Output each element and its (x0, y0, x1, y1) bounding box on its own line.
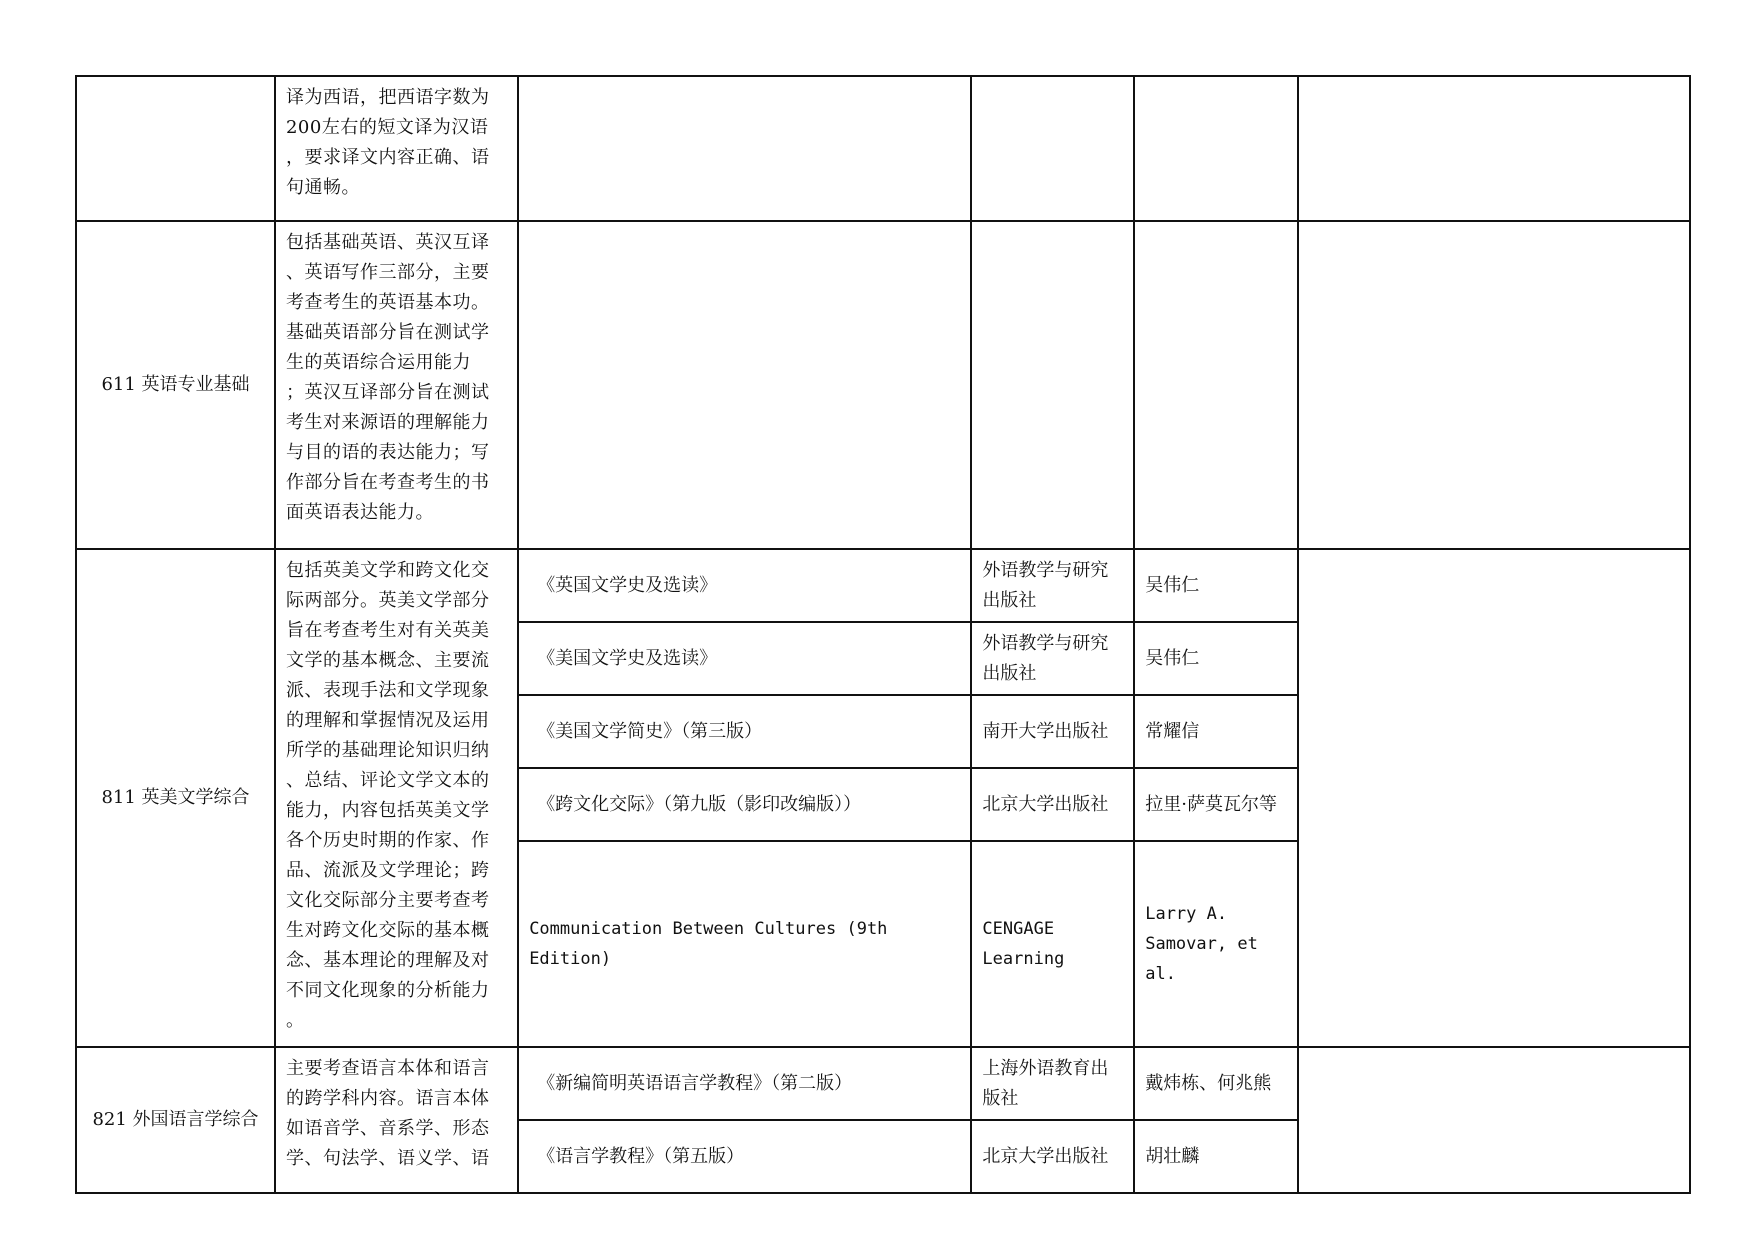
description-line: 的跨学科内容。语言本体 (285, 1088, 490, 1109)
description-line: 如语音学、音系学、形态 (285, 1118, 490, 1139)
description-line: 文化交际部分主要考查考 (285, 890, 490, 911)
book-title-cell: 《语言学教程》（第五版） (518, 1120, 971, 1193)
description-line: 学、句法学、语义学、语 (285, 1148, 490, 1169)
table-row (76, 76, 1690, 221)
author-cell: 吴伟仁 (1134, 549, 1298, 622)
remark-cell (1298, 76, 1690, 221)
description-line: 作部分旨在考查考生的书 (285, 472, 490, 493)
book-title-cell: 《美国文学简史》（第三版） (518, 695, 971, 768)
subject-cell: 821 外国语言学综合 (76, 1047, 275, 1193)
book-title-cell (518, 221, 971, 549)
description-line: 与目的语的表达能力；写 (285, 442, 490, 463)
book-title-cell: 《新编简明英语语言学教程》（第二版） (518, 1047, 971, 1120)
description-line: 不同文化现象的分析能力 (285, 980, 490, 1001)
description-line: 。 (285, 1010, 305, 1031)
book-title-cell: 《跨文化交际》（第九版（影印改编版）） (518, 768, 971, 841)
description-line: 品、流派及文学理论；跨 (285, 860, 490, 881)
description-line: 生的英语综合运用能力 (285, 352, 471, 373)
author-cell: 胡壮麟 (1134, 1120, 1298, 1193)
description-line: 能力，内容包括英美文学 (285, 800, 490, 821)
description-line: 句通畅。 (285, 177, 360, 198)
remark-cell (1298, 549, 1690, 1047)
description-cell (275, 549, 518, 1047)
table-row (76, 1047, 1690, 1120)
author-cell (1134, 76, 1298, 221)
description-cell (275, 221, 518, 549)
author-cell (1134, 221, 1298, 549)
description-line: 包括英美文学和跨文化交 (285, 560, 490, 581)
subject-cell: 611 英语专业基础 (76, 221, 275, 549)
description-line: 200左右的短文译为汉语 (285, 117, 489, 138)
description-line: 旨在考查考生对有关英美 (285, 620, 490, 641)
description-line: 包括基础英语、英汉互译 (285, 232, 490, 253)
table-row (76, 549, 1690, 622)
exam-syllabus-table-page (75, 75, 1691, 1173)
publisher-cell: 北京大学出版社 (971, 1120, 1134, 1193)
author-cell: 吴伟仁 (1134, 622, 1298, 695)
description-line: 各个历史时期的作家、作 (285, 830, 490, 851)
description-line: 生对跨文化交际的基本概 (285, 920, 490, 941)
publisher-cell: 外语教学与研究出版社 (971, 549, 1134, 622)
description-cell (275, 1047, 518, 1193)
description-line: 考生对来源语的理解能力 (285, 412, 490, 433)
description-line: 译为西语，把西语字数为 (285, 87, 490, 108)
description-line: 的理解和掌握情况及运用 (285, 710, 490, 731)
author-cell: 戴炜栋、何兆熊 (1134, 1047, 1298, 1120)
publisher-cell (971, 76, 1134, 221)
subject-cell: 811 英美文学综合 (76, 549, 275, 1047)
description-line: 、英语写作三部分，主要 (285, 262, 490, 283)
publisher-cell: 北京大学出版社 (971, 768, 1134, 841)
author-cell: 常耀信 (1134, 695, 1298, 768)
book-title-cell (518, 76, 971, 221)
description-line: 考查考生的英语基本功。 (285, 292, 490, 313)
description-line: 面英语表达能力。 (285, 502, 434, 523)
table-row (76, 221, 1690, 549)
description-line: ，要求译文内容正确、语 (285, 147, 490, 168)
description-line: 所学的基础理论知识归纳 (285, 740, 490, 761)
author-cell: 拉里·萨莫瓦尔等 (1134, 768, 1298, 841)
subject-cell (76, 76, 275, 221)
book-title-cell: 《英国文学史及选读》 (518, 549, 971, 622)
description-line: 、总结、评论文学文本的 (285, 770, 490, 791)
book-title-cell: 《美国文学史及选读》 (518, 622, 971, 695)
description-line: 际两部分。英美文学部分 (285, 590, 490, 611)
publisher-cell: 南开大学出版社 (971, 695, 1134, 768)
syllabus-table (75, 75, 1691, 1194)
remark-cell (1298, 1047, 1690, 1193)
author-cell: Larry A. Samovar, et al. (1134, 841, 1298, 1047)
publisher-cell: 外语教学与研究出版社 (971, 622, 1134, 695)
description-line: 基础英语部分旨在测试学 (285, 322, 490, 343)
publisher-cell: CENGAGE Learning (971, 841, 1134, 1047)
remark-cell (1298, 221, 1690, 549)
description-line: 念、基本理论的理解及对 (285, 950, 490, 971)
book-title-cell: Communication Between Cultures (9th Edition) (518, 841, 971, 1047)
description-cell (275, 76, 518, 221)
description-line: 派、表现手法和文学现象 (285, 680, 490, 701)
publisher-cell (971, 221, 1134, 549)
description-line: ；英汉互译部分旨在测试 (285, 382, 490, 403)
publisher-cell: 上海外语教育出版社 (971, 1047, 1134, 1120)
description-line: 文学的基本概念、主要流 (285, 650, 490, 671)
description-line: 主要考查语言本体和语言 (285, 1058, 490, 1079)
